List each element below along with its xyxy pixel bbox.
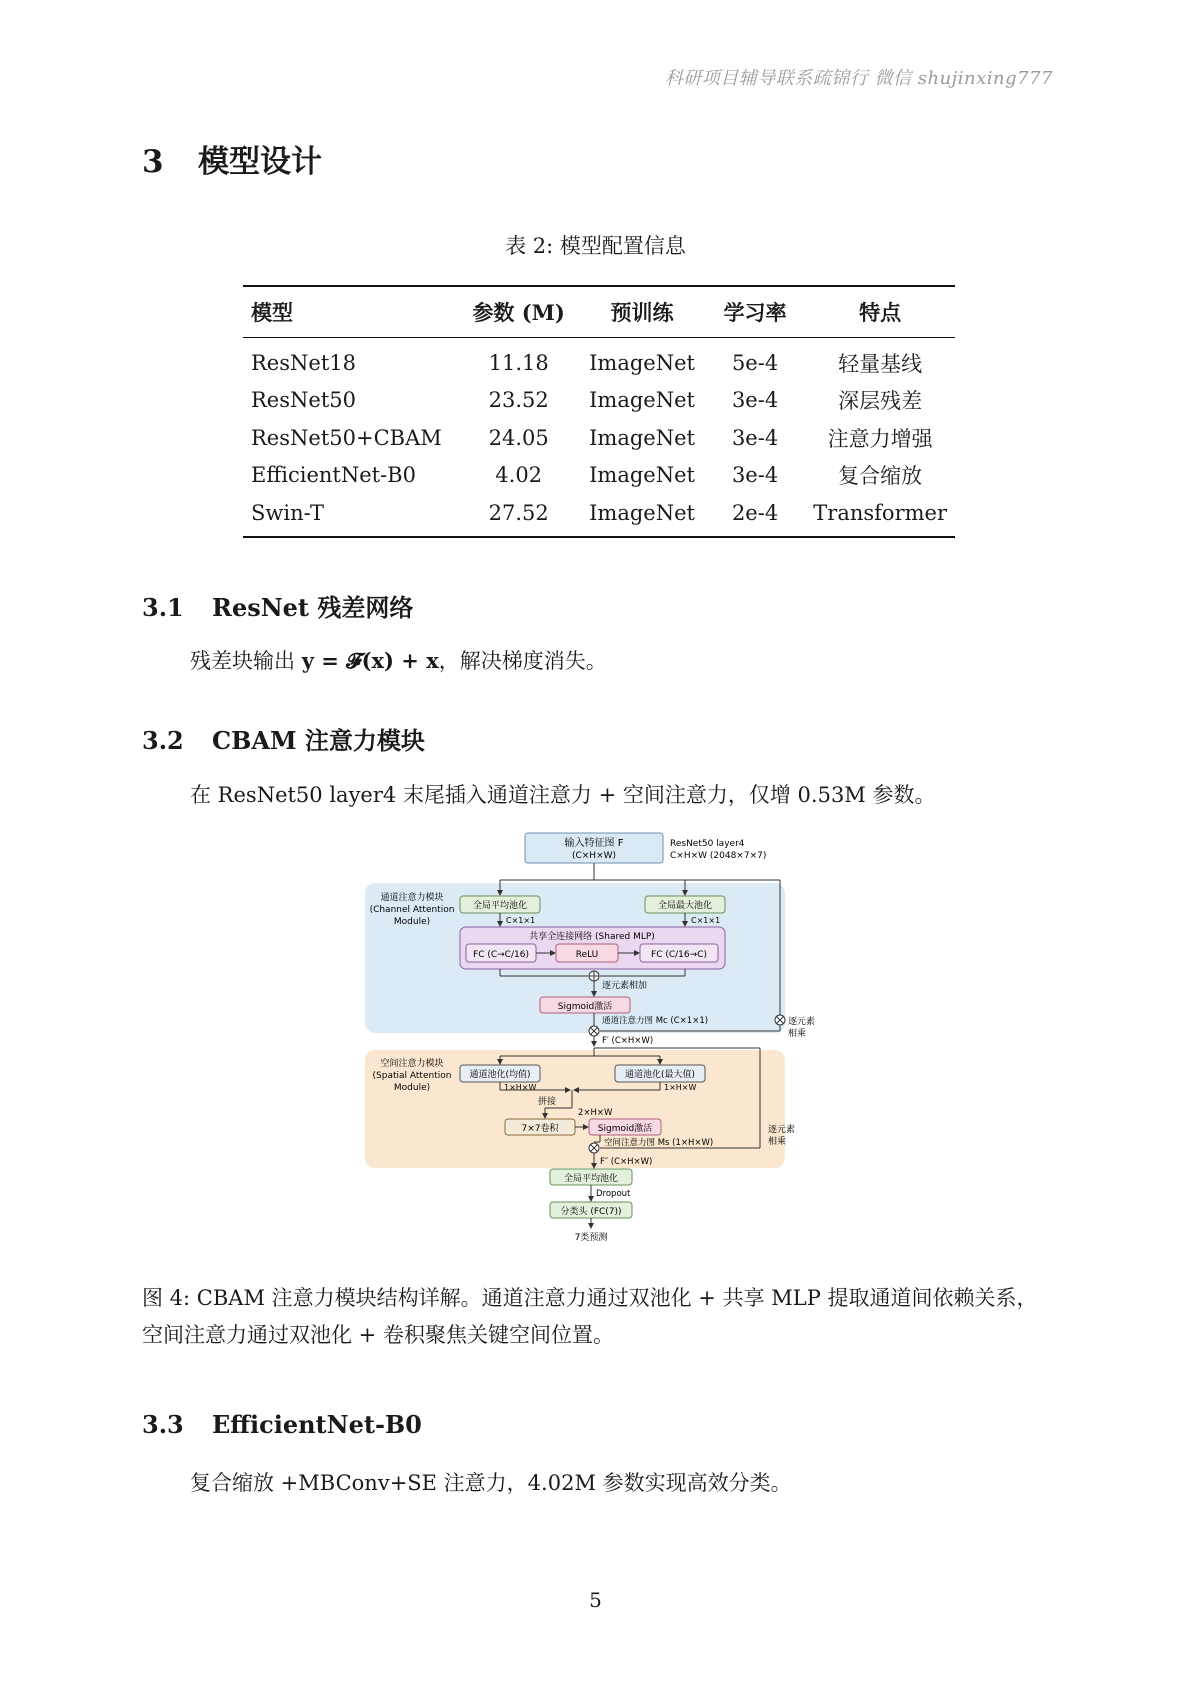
- fc2-label: FC (C/16→C): [651, 950, 707, 960]
- gap-label: 全局平均池化: [472, 901, 528, 911]
- table-cell: 轻量基线: [838, 351, 923, 376]
- dropout-label: Dropout: [596, 1189, 631, 1199]
- table-cell: 3e-4: [731, 425, 779, 450]
- subsection-number: 3.2: [142, 726, 184, 755]
- table-header-cell: 学习率: [705, 286, 805, 338]
- subsection-heading: [142, 721, 425, 756]
- table-cell: Transformer: [813, 500, 947, 525]
- concat-label: 拼接: [538, 1097, 557, 1107]
- cam-title: 通道注意力模块: [380, 893, 444, 903]
- table-row: [243, 382, 955, 420]
- table-row: [243, 419, 955, 457]
- table-cell: 复合缩放: [838, 464, 923, 489]
- head-label: 分类头 (FC(7)): [560, 1207, 622, 1217]
- mult-note: 相乘: [768, 1137, 787, 1147]
- input-note: ResNet50 layer4: [670, 839, 745, 849]
- channel-avg-label: 通道池化(均值): [469, 1070, 531, 1080]
- mc-label: 通道注意力图 Mc (C×1×1): [602, 1016, 709, 1026]
- input-note: C×H×W (2048×7×7): [670, 851, 767, 861]
- table-cell: ImageNet: [589, 500, 695, 525]
- table-row: [243, 494, 955, 537]
- fdouble-label: F″ (C×H×W): [600, 1157, 653, 1167]
- paragraph-text: 残差块输出: [190, 649, 302, 673]
- table-header-cell: 特点: [805, 286, 955, 338]
- table-header-cell: 参数 (M): [458, 286, 579, 338]
- table-caption: 表 2: 模型配置信息: [505, 234, 686, 258]
- table-cell: 24.05: [488, 425, 549, 450]
- table-cell: EfficientNet-B0: [251, 463, 416, 488]
- table-header-cell: 模型: [243, 286, 458, 338]
- shared-mlp-title: 共享全连接网络 (Shared MLP): [529, 932, 655, 942]
- input-box-label: 输入特征图 F: [564, 838, 624, 849]
- figure-caption: 图 4: CBAM 注意力模块结构详解。通道注意力通过双池化 + 共享 MLP 提取通道间依赖关系，空间注意力通过双池化 + 卷积聚焦关键空间位置。: [142, 1286, 1038, 1347]
- cam-title: (Channel Attention: [369, 905, 455, 915]
- table-cell: 11.18: [488, 350, 549, 375]
- fc1-label: FC (C→C/16): [473, 950, 529, 960]
- conv7-label: 7×7卷积: [521, 1124, 559, 1134]
- section-heading: [142, 136, 322, 181]
- table-cell: 深层残差: [838, 389, 923, 414]
- fprime-label: F′ (C×H×W): [602, 1036, 654, 1046]
- table-cell: ResNet50: [251, 388, 356, 413]
- table-cell: 注意力增强: [827, 426, 933, 451]
- subsection-number: 3.1: [142, 593, 184, 622]
- model-config-table: [243, 285, 955, 538]
- paragraph: 复合缩放 +MBConv+SE 注意力，4.02M 参数实现高效分类。: [190, 1471, 792, 1495]
- table-row: [243, 338, 955, 382]
- sam-title: 空间注意力模块: [380, 1059, 444, 1069]
- table-cell: 5e-4: [731, 350, 779, 375]
- section-number: 3: [142, 144, 164, 180]
- paragraph: [190, 645, 607, 675]
- table-cell: 27.52: [488, 500, 549, 525]
- c11-left: C×1×1: [506, 916, 536, 925]
- table-cell: ResNet50+CBAM: [251, 425, 442, 450]
- table-header-cell: 预训练: [579, 286, 705, 338]
- cbam-architecture-diagram: [360, 828, 840, 1264]
- table-cell: ImageNet: [589, 388, 695, 413]
- mult-note: 相乘: [788, 1029, 807, 1039]
- formula: y = 𝓕(x) + x: [301, 648, 439, 673]
- sigmoid1-label: Sigmoid激活: [557, 1002, 613, 1012]
- sam-title: (Spatial Attention: [372, 1071, 452, 1081]
- table-cell: Swin-T: [251, 500, 324, 525]
- table-cell: 3e-4: [731, 463, 779, 488]
- subsection-heading: [142, 1410, 422, 1439]
- paragraph: 在 ResNet50 layer4 末尾插入通道注意力 + 空间注意力，仅增 0.53M 参数。: [190, 783, 936, 807]
- hw-right: 1×H×W: [664, 1083, 697, 1092]
- table-cell: ImageNet: [589, 350, 695, 375]
- c11-right: C×1×1: [691, 916, 721, 925]
- output-label: 7类预测: [574, 1233, 608, 1243]
- sam-title: Module): [393, 1083, 431, 1093]
- sigmoid2-label: Sigmoid激活: [597, 1124, 653, 1134]
- gap2-label: 全局平均池化: [563, 1174, 619, 1184]
- paragraph-text: ，解决梯度消失。: [438, 649, 607, 673]
- ms-label: 空间注意力图 Ms (1×H×W): [604, 1138, 714, 1148]
- relu-label: ReLU: [575, 950, 599, 960]
- table-cell: 2e-4: [731, 500, 779, 525]
- table-cell: 3e-4: [731, 388, 779, 413]
- table-cell: 4.02: [495, 463, 543, 488]
- cam-title: Module): [393, 917, 431, 927]
- table-row: [243, 457, 955, 495]
- add-label: 逐元素相加: [602, 981, 648, 991]
- subsection-title: EfficientNet-B0: [212, 1410, 422, 1439]
- subsection-number: 3.3: [142, 1410, 184, 1439]
- input-box-sub: (C×H×W): [571, 851, 617, 861]
- gmp-label: 全局最大池化: [657, 901, 713, 911]
- section-title: 模型设计: [198, 144, 322, 180]
- table-cell: ResNet18: [251, 350, 356, 375]
- hw-left: 1×H×W: [504, 1083, 537, 1092]
- subsection-heading: [142, 588, 413, 623]
- table-cell: 23.52: [488, 388, 549, 413]
- subsection-title: CBAM 注意力模块: [212, 726, 425, 755]
- mult-note: 逐元素: [788, 1017, 816, 1027]
- table-cell: ImageNet: [589, 425, 695, 450]
- mult-note: 逐元素: [768, 1125, 796, 1135]
- subsection-title: ResNet 残差网络: [212, 593, 414, 622]
- header-watermark-note: 科研项目辅导联系疏锦行 微信 shujinxing777: [664, 68, 1053, 89]
- table-cell: ImageNet: [589, 463, 695, 488]
- channel-max-label: 通道池化(最大值): [624, 1070, 696, 1080]
- table-header-row: [243, 286, 955, 338]
- page-number: 5: [589, 1588, 602, 1612]
- two-hw-label: 2×H×W: [578, 1108, 613, 1118]
